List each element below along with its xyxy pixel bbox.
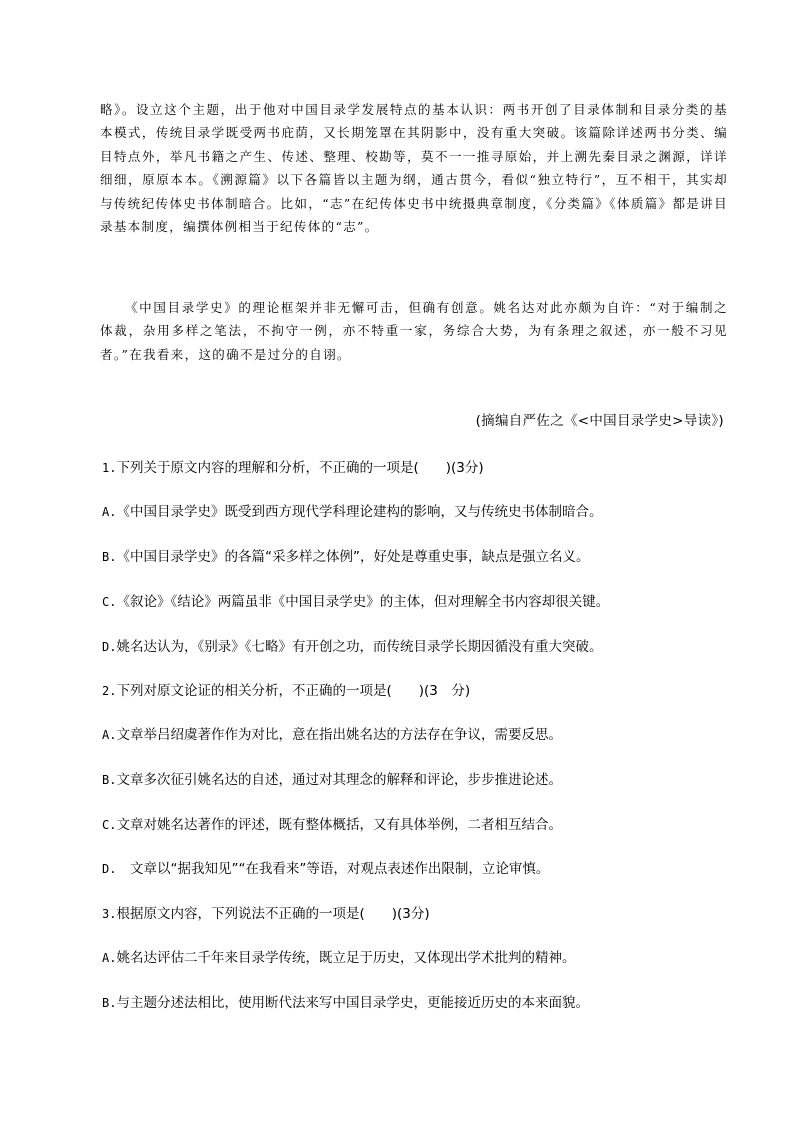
option-text: 姚名达认为，《别录》《七略》有开创之功，而传统目录学长期因循没有重大突破。 — [116, 639, 603, 655]
source-citation: (摘编自严佐之《<中国目录学史>导读》) — [475, 413, 724, 429]
option-letter: A. — [102, 505, 117, 519]
question-stem: 下列对原文论证的相关分析，不正确的一项是( )(3 分) — [116, 683, 471, 699]
passage-paragraph-2 — [100, 296, 728, 366]
question-3-option-a — [102, 946, 575, 966]
question-2-option-b — [102, 768, 562, 788]
option-text: 《中国目录学史》的各篇“采多样之体例”，好处是尊重史事，缺点是强立名义。 — [116, 549, 590, 565]
question-2-option-d — [102, 857, 549, 877]
option-text: 姚名达评估二千年来目录学传统，既立足于历史，又体现出学术批判的精神。 — [116, 950, 576, 966]
option-letter: D. — [102, 640, 117, 654]
question-stem: 根据原文内容，下列说法不正确的一项是( )(3分) — [116, 906, 430, 922]
paragraph-text: 《中国目录学史》的理论框架并非无懈可击，但确有创意。姚名达对此亦颇为自许：“对于编制之体裁，杂用多样之笔法，不拘守一例，亦不特重一家，务综合大势，为有条理之叙述，亦一般不习见者。”在我看来，这的确不是过分的自诩。 — [100, 300, 728, 362]
question-1-option-b — [102, 545, 589, 565]
option-letter: A. — [102, 728, 117, 742]
question-2 — [102, 679, 470, 699]
question-number: 2. — [102, 684, 117, 698]
option-letter: A. — [102, 951, 117, 965]
option-letter: B. — [102, 550, 117, 564]
option-letter: C. — [102, 818, 117, 832]
option-letter: B. — [102, 773, 117, 787]
passage-paragraph-1 — [100, 98, 728, 238]
question-number: 1. — [102, 461, 117, 475]
question-2-option-a — [102, 723, 562, 743]
paragraph-text: 略》。设立这个主题，出于他对中国目录学发展特点的基本认识：两书开创了目录体制和目录分类的基本模式，传统目录学既受两书庇荫，又长期笼罩在其阴影中，没有重大突破。该篇除详述两书分类、编目特点外，举凡书籍之产生、传述、整理、校勘等，莫不一一推寻原始，并上溯先秦目录之渊源，详详细细，原原本本。《溯源篇》以下各篇皆以主题为纲，通古贯今，看似“独立特行”，互不相干，其实却与传统纪传体史书体制暗合。比如，“志”在纪传体史书中统摄典章制度，《分类篇》《体质篇》都是讲目录基本制度，编撰体例相当于纪传体的“志”。 — [100, 102, 728, 235]
option-text: 文章多次征引姚名达的自述，通过对其理念的解释和评论，步步推进论述。 — [116, 772, 562, 788]
option-letter: C. — [102, 595, 117, 609]
question-2-option-c — [102, 813, 562, 833]
option-text: 《中国目录学史》既受到西方现代学科理论建构的影响，又与传统史书体制暗合。 — [116, 504, 603, 520]
question-1-option-a — [102, 500, 602, 520]
option-text: 文章举吕绍虞著作作为对比，意在指出姚名达的方法存在争议，需要反思。 — [116, 727, 562, 743]
question-1-option-c — [102, 590, 609, 610]
question-1-option-d — [102, 635, 602, 655]
question-3 — [102, 902, 430, 922]
option-text: 与主题分述法相比，使用断代法来写中国目录学史，更能接近历史的本来面貌。 — [116, 995, 589, 1011]
question-1 — [102, 456, 484, 476]
question-number: 3. — [102, 907, 117, 921]
question-3-option-b — [102, 991, 589, 1011]
option-letter: B. — [102, 996, 117, 1010]
option-text: 《叙论》《结论》两篇虽非《中国目录学史》的主体，但对理解全书内容却很关键。 — [116, 594, 610, 610]
option-text: 文章以“据我知见”“在我看来”等语，对观点表述作出限制，立论审慎。 — [116, 861, 550, 877]
option-text: 文章对姚名达著作的评述，既有整体概括，又有具体举例，二者相互结合。 — [116, 817, 562, 833]
question-stem: 下列关于原文内容的理解和分析，不正确的一项是( )(3分) — [116, 460, 484, 476]
option-letter: D. — [102, 862, 117, 876]
